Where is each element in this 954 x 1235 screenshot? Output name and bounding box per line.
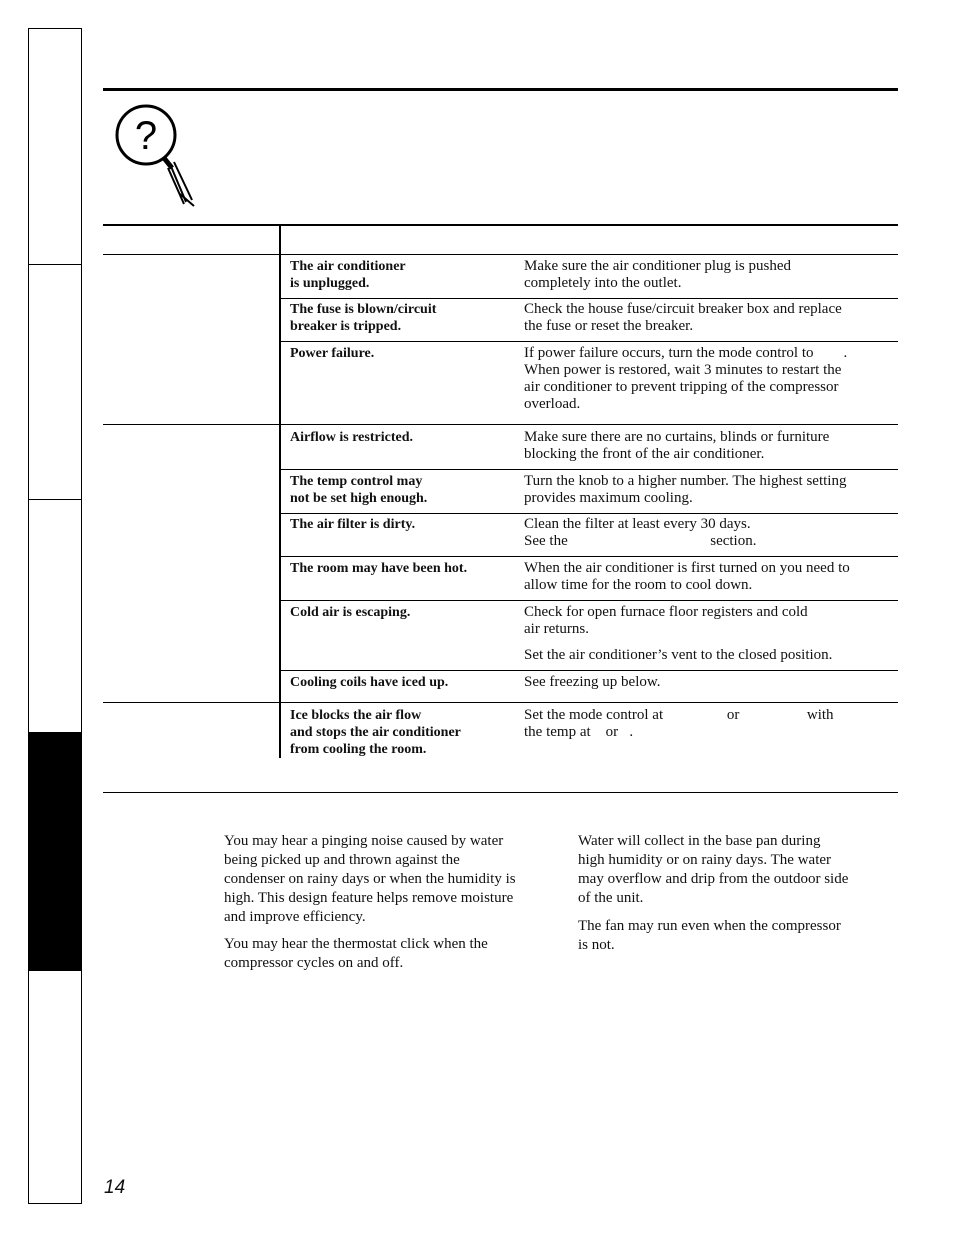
table-header-top-rule [103,224,898,226]
cause-unplugged: The air conditioner is unplugged. [290,259,406,291]
section-tab-strip [28,28,82,1204]
cause-filter-dirty: The air filter is dirty. [290,517,416,532]
cause-airflow-restricted: Airflow is restricted. [290,430,413,445]
fix-airflow-restricted: Make sure there are no curtains, blinds or furniture blocking the front of the air conditioner. [524,429,830,462]
fix-fuse-blown: Check the house fuse/circuit breaker box and replace the fuse or reset the breaker. [524,301,842,334]
fix-unplugged: Make sure the air conditioner plug is pushed completely into the outlet. [524,258,792,291]
row-divider [281,469,898,470]
row-divider [281,556,898,557]
row-divider [281,513,898,514]
group-divider [103,702,898,703]
note-fan-runs: The fan may run even when the compressor is not. [578,918,841,953]
fix-coils-iced: See freezing up below. [524,674,661,690]
fix-filter-dirty: Clean the filter at least every 30 days. See the section. [524,516,757,549]
page-number: 14 [104,1177,126,1198]
fix-temp-control: Turn the knob to a higher number. The highest setting provides maximum cooling. [524,473,847,506]
group-divider [103,424,898,425]
row-divider [281,670,898,671]
note-thermostat-click: You may hear the thermostat click when the compressor cycles on and off. [224,936,488,971]
magnifier-question-icon [114,104,198,210]
svg-text:?: ? [134,114,158,158]
top-rule [103,88,898,91]
section-tab-4-active[interactable] [29,733,81,971]
cause-ice-blocks: Ice blocks the air flow and stops the air conditioner from cooling the room. [290,708,461,757]
cause-fuse-blown: The fuse is blown/circuit breaker is tripped. [290,302,437,334]
section-tab-5[interactable] [29,971,81,1203]
table-column-divider [279,224,281,758]
cause-room-hot: The room may have been hot. [290,561,468,576]
cause-coils-iced: Cooling coils have iced up. [290,675,449,690]
section-tab-1[interactable] [29,29,81,265]
cause-power-failure: Power failure. [290,346,375,361]
cause-temp-control: The temp control may not be set high enough. [290,474,428,506]
fix-cold-air-escaping: Check for open furnace floor registers and cold air returns. Set the air conditioner’s vent to the closed position. [524,604,833,663]
fix-room-hot: When the air conditioner is first turned on you need to allow time for the room to cool down. [524,560,850,593]
cause-cold-air-escaping: Cold air is escaping. [290,605,411,620]
row-divider [281,600,898,601]
section-tab-2[interactable] [29,265,81,500]
note-pinging-noise: You may hear a pinging noise caused by water being picked up and thrown against the condenser on rainy days or when the humidity is high. This design feature helps remove moisture and improve efficiency. [224,833,516,925]
normal-operation-rule [103,792,898,793]
row-divider [281,341,898,342]
row-divider [281,298,898,299]
note-water-collect: Water will collect in the base pan during high humidity or on rainy days. The water may overflow and drip from the outdoor side of the unit. [578,833,849,906]
table-header-bottom-rule [103,254,898,255]
fix-power-failure: If power failure occurs, turn the mode control to . When power is restored, wait 3 minutes to restart the air conditioner to prevent tripping of the compressor overload. [524,345,848,412]
section-tab-3[interactable] [29,500,81,733]
fix-ice-blocks: Set the mode control at or with the temp at or . [524,707,834,740]
